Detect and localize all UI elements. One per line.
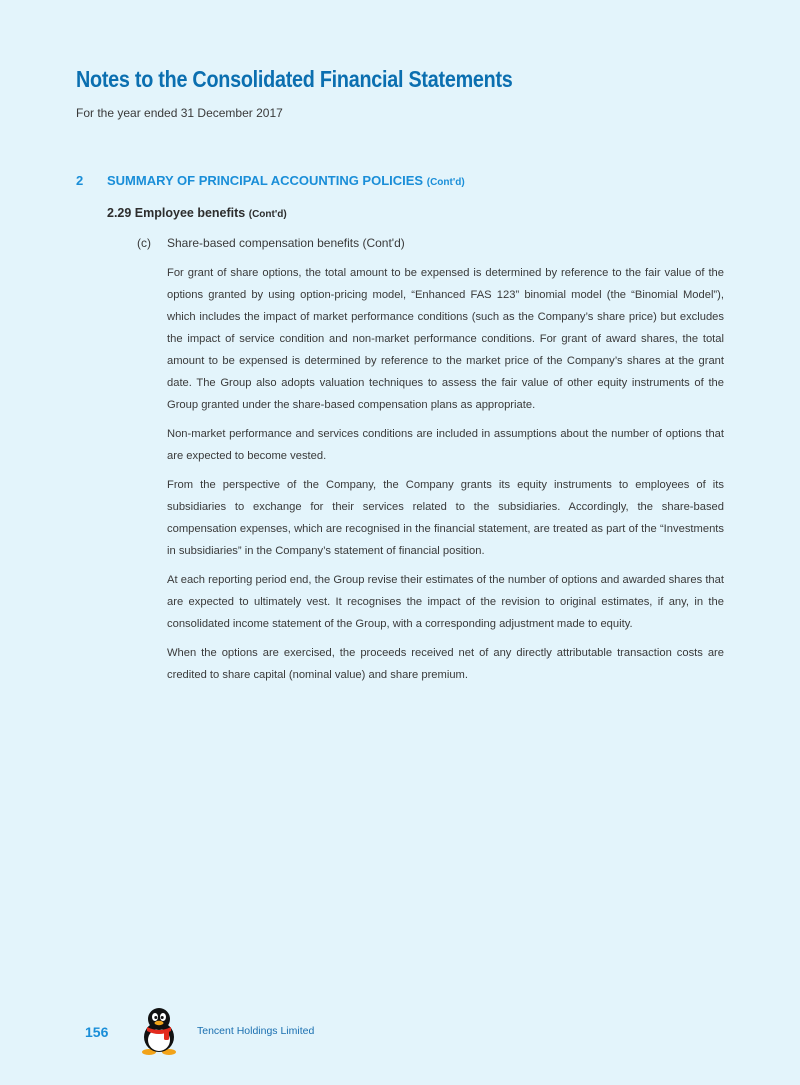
paragraph: For grant of share options, the total amount to be expensed is determined by reference to the fair value of the options granted by using option-pricing model, “Enhanced FAS 123” binomial model (the “Binomial Model”), which includes the impact of market performance conditions (such as the Company’s share price) but excludes the impact of service condition and non-market performance conditions. For grant of award shares, the total amount to be expensed is determined by reference to the market price of the Company’s shares at the grant date. The Group also adopts valuation techniques to assess the fair value of other equity instruments of the Group granted under the share-based compensation plans as appropriate.	[167, 267, 724, 411]
subsection-title: 2.29 Employee benefits	[107, 206, 246, 220]
item-title: Share-based compensation benefits (Cont'd)	[167, 236, 405, 250]
section-number: 2	[76, 173, 84, 188]
paragraph: At each reporting period end, the Group revise their estimates of the number of options and awarded shares that are expected to ultimately vest. It recognises the impact of the revision to original estimates, if any, in the consolidated income statement of the Group, with a corresponding adjustment made to equity.	[167, 574, 724, 630]
paragraph: Non-market performance and services conditions are included in assumptions about the number of options that are expected to become vested.	[167, 428, 724, 462]
section-heading	[76, 173, 465, 188]
item-label: (c)	[137, 236, 151, 250]
section-title: SUMMARY OF PRINCIPAL ACCOUNTING POLICIES	[107, 173, 424, 188]
body-text	[167, 262, 724, 693]
item-heading	[137, 236, 405, 250]
page-title: Notes to the Consolidated Financial Statements	[76, 66, 513, 92]
paragraph: When the options are exercised, the proceeds received net of any directly attributable transaction costs are credited to share capital (nominal value) and share premium.	[167, 647, 724, 681]
page-number: 156	[85, 1024, 109, 1040]
penguin-mascot-icon	[138, 1007, 180, 1055]
subsection-cont-label: (Cont'd)	[248, 209, 287, 220]
subsection-heading	[107, 206, 287, 220]
section-cont-label: (Cont'd)	[426, 177, 465, 188]
paragraph: From the perspective of the Company, the Company grants its equity instruments to employees of its subsidiaries to exchange for their services related to the subsidiaries. Accordingly, the share-based compensation expenses, which are recognised in the financial statement, are treated as part of the “Investments in subsidiaries” in the Company’s statement of financial position.	[167, 479, 724, 557]
page-subtitle: For the year ended 31 December 2017	[76, 106, 283, 120]
footer-company-name: Tencent Holdings Limited	[197, 1025, 315, 1037]
